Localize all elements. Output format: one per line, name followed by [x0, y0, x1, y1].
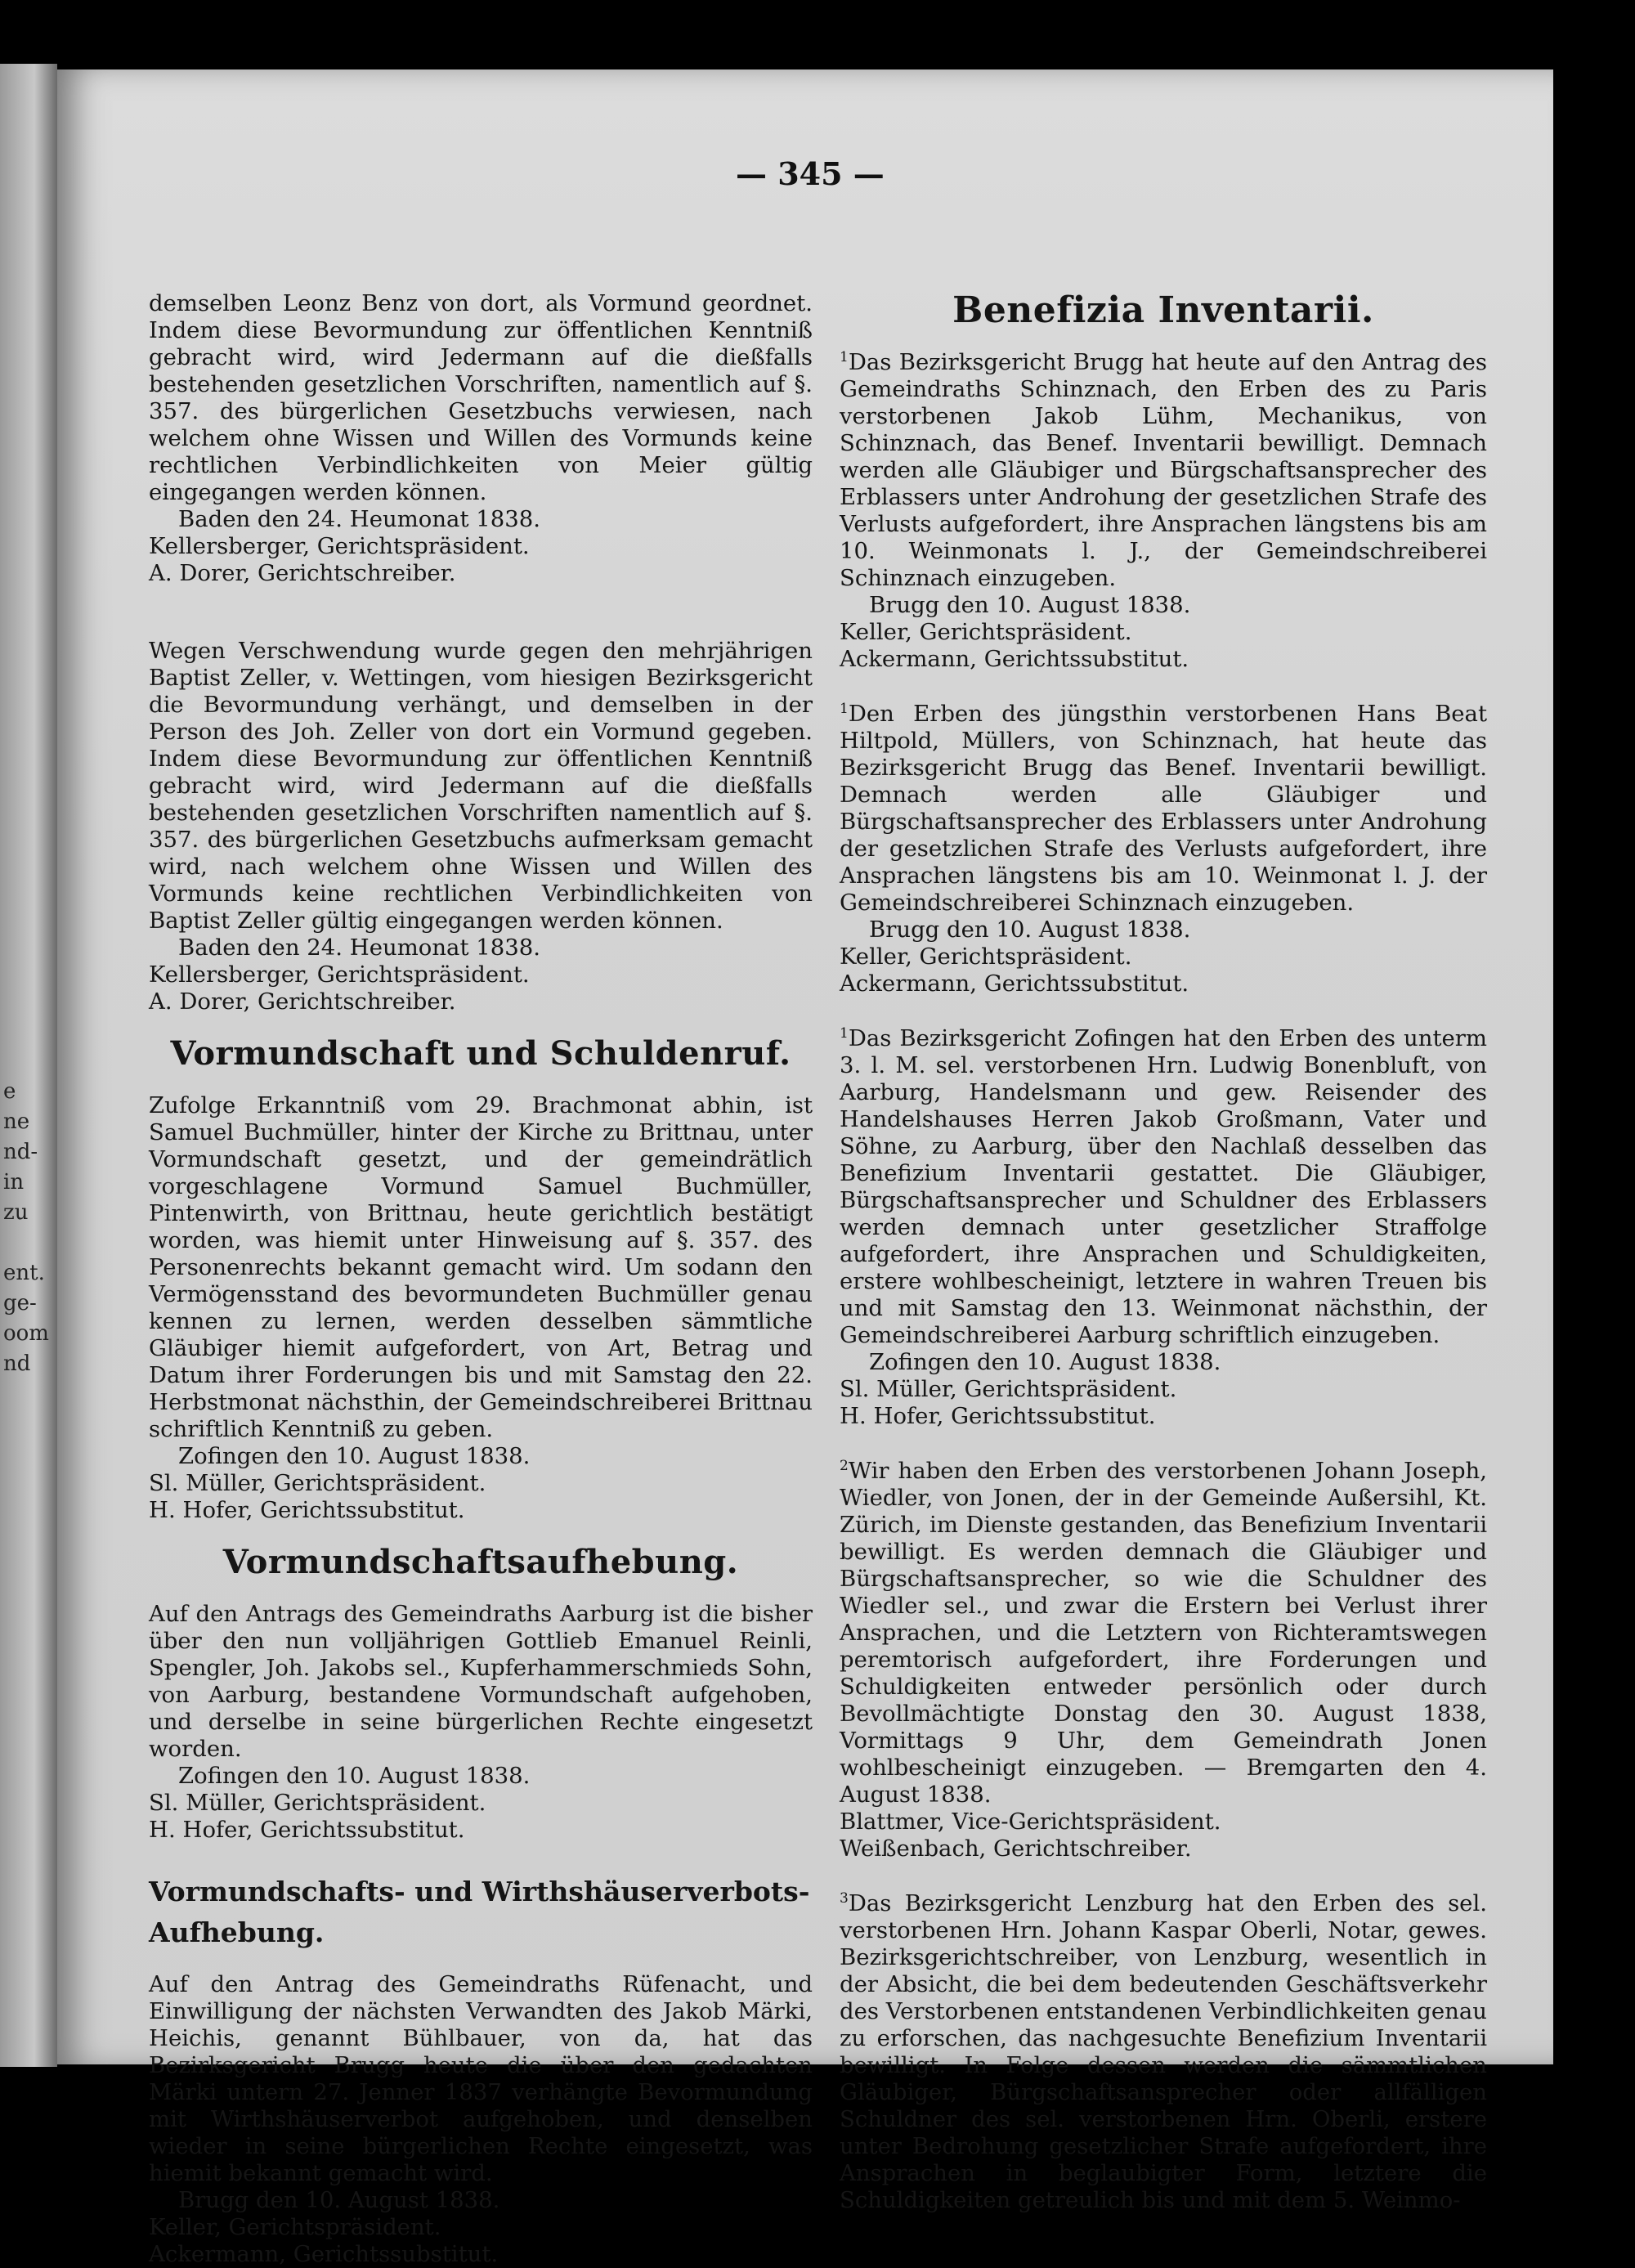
- facing-page-fragments: [3, 1078, 49, 1380]
- fragment: e: [3, 1079, 16, 1104]
- fragment: ent.: [3, 1261, 45, 1285]
- notice-body: Wir haben den Erben des verstorbenen Johann Joseph, Wiedler, von Jonen, der in der Gemeinde Außersihl, Kt. Zürich, im Dienste gestanden, das Benefizium Inventarii bewilligt. Es werden demnach die Gläubiger und Bürgschaftsansprecher, so wie die Schuldner des Wiedler sel., und zwar die Erstern bei Verlust ihrer Ansprachen, und die Letztern von Richteramtswegen peremtorisch aufgefordert, ihre Forderungen und Schuldigkeiten entweder persönlich oder durch Bevollmächtigte Donstag den 30. August 1838, Vormittags 9 Uhr, dem Gemeindrath Jonen wohlbescheinigt einzugeben. — Bremgarten den 4. August 1838.: [840, 1458, 1487, 1808]
- fragment: nd-: [3, 1140, 38, 1164]
- notice-text: Auf den Antrag des Gemeindraths Rüfenacht, und Einwilligung der nächsten Verwandten des Jakob Märki, Heichis, genannt Bühlbauer, von da, hat das Bezirksgericht Brugg heute die über den gedachten Märki untern 27. Jenner 1837 verhängte Bevormundung mit Wirthshäuserverbot aufgehoben, und denselben wieder in seine bürgerlichen Rechte eingesetzt, was hiemit bekannt gemacht wird.: [149, 1971, 813, 2186]
- notice-reinli: [149, 1601, 813, 1844]
- notice-date: Zofingen den 10. August 1838.: [869, 1349, 1221, 1375]
- signature-president: Blattmer, Vice-Gerichtspräsident.: [840, 1809, 1221, 1835]
- signature-president: Kellersberger, Gerichtspräsident.: [149, 533, 530, 559]
- signature-president: Sl. Müller, Gerichtspräsident.: [149, 1470, 486, 1496]
- notice-date: Brugg den 10. August 1838.: [178, 2187, 500, 2213]
- notice-text: [840, 1025, 1487, 1349]
- signature-clerk: A. Dorer, Gerichtschreiber.: [149, 988, 456, 1015]
- signature-clerk: Ackermann, Gerichtssubstitut.: [149, 2241, 499, 2267]
- notice-luehm: [840, 349, 1487, 673]
- fragment: in: [3, 1170, 25, 1195]
- signature-president: Kellersberger, Gerichtspräsident.: [149, 961, 530, 988]
- notice-guardianship-benz: [149, 290, 813, 587]
- signature-clerk: Ackermann, Gerichtssubstitut.: [840, 970, 1189, 997]
- section-heading: Vormundschaftsaufhebung.: [222, 1543, 739, 1581]
- notice-text: [840, 1458, 1487, 1809]
- section-heading: Vormundschafts- und Wirthshäuserverbots-Aufhebung.: [149, 1876, 810, 1948]
- notice-guardianship-zeller: [149, 638, 813, 1015]
- signature-clerk: Weißenbach, Gerichtschreiber.: [840, 1835, 1192, 1862]
- notice-body: Den Erben des jüngsthin verstorbenen Hans Beat Hiltpold, Müllers, von Schinznach, hat heute das Bezirksgericht Brugg das Benef. Inventarii bewilligt. Demnach werden alle Gläubiger und Bürgschaftsansprecher des Erblassers unter Androhung der gesetzlichen Strafe des Verlusts aufgefordert, ihre Ansprachen längstens bis am 10. Weinmonat l. J. der Gemeindschreiberei Schinznach einzugeben.: [840, 701, 1487, 916]
- page-number: — 345 —: [736, 155, 885, 192]
- footnote-mark: 3: [840, 1889, 849, 1907]
- notice-text: [840, 1890, 1487, 2214]
- section-heading: Vormundschaft und Schuldenruf.: [170, 1034, 791, 1073]
- left-column: [149, 290, 813, 2268]
- notice-buchmueller: [149, 1092, 813, 1524]
- notice-date: Brugg den 10. August 1838.: [869, 592, 1191, 618]
- signature-clerk: H. Hofer, Gerichtssubstitut.: [840, 1403, 1156, 1429]
- notice-maerki: [149, 1971, 813, 2268]
- notice-date: Brugg den 10. August 1838.: [869, 917, 1191, 943]
- notice-oberli: [840, 1890, 1487, 2214]
- signature-clerk: H. Hofer, Gerichtssubstitut.: [149, 1817, 465, 1843]
- signature-president: Sl. Müller, Gerichtspräsident.: [149, 1790, 486, 1816]
- notice-body: Das Bezirksgericht Zofingen hat den Erben des unterm 3. l. M. sel. verstorbenen Hrn. Ludwig Bonenbluft, von Aarburg, Handelsmann und gew. Reisender des Handelshauses Herren Jakob Großmann, Vater und Söhne, zu Aarburg, über den Nachlaß desselben das Benefizium Inventarii gestattet. Die Gläubiger, Bürgschaftsansprecher und Schuldner des Erblassers werden demnach unter gesetzlicher Straffolge aufgefordert, ihre Ansprachen und Schuldigkeiten, erstere wohlbescheinigt, letztere in wahren Treuen bis und mit Samstag den 13. Weinmonat nächsthin, der Gemeindschreiberei Aarburg schriftlich einzugeben.: [840, 1025, 1487, 1348]
- fragment: zu: [3, 1200, 29, 1225]
- notice-text: Wegen Verschwendung wurde gegen den mehrjährigen Baptist Zeller, v. Wettingen, vom hiesigen Bezirksgericht die Bevormundung verhängt, und demselben in der Person des Joh. Zeller von dort ein Vormund gegeben. Indem diese Bevormundung zur öffentlichen Kenntniß gebracht wird, wird Jedermann auf die dießfalls bestehenden gesetzlichen Vorschriften namentlich auf §. 357. des bürgerlichen Gesetzbuchs aufmerksam gemacht wird, nach welchem ohne Wissen und Willen des Vormunds keine rechtlichen Verbindlichkeiten von Baptist Zeller gültig eingegangen werden können.: [149, 638, 813, 934]
- footnote-mark: 1: [840, 1024, 849, 1042]
- notice-date: Baden den 24. Heumonat 1838.: [178, 935, 540, 961]
- facing-page-edge: [0, 64, 57, 2067]
- signature-president: Keller, Gerichtspräsident.: [840, 944, 1132, 970]
- notice-text: [840, 701, 1487, 917]
- notice-text: Zufolge Erkanntniß vom 29. Brachmonat abhin, ist Samuel Buchmüller, hinter der Kirche zu Brittnau, unter Vormundschaft gesetzt, und der gemeindrätlich vorgeschlagene Vormund Samuel Buchmüller, Pintenwirth, von Brittnau, heute gerichtlich bestätigt worden, was hiemit unter Hinweisung auf §. 357. des Personenrechts bekannt gemacht wird. Um sodann den Vermögensstand des bevormundeten Buchmüller genau kennen zu lernen, werden desselben sämmtliche Gläubiger hiemit aufgefordert, von Art, Betrag und Datum ihrer Forderungen bis und mit Samstag den 22. Herbstmonat nächsthin, der Gemeindschreiberei Brittnau schriftlich Kenntniß zu geben.: [149, 1092, 813, 1442]
- signature-clerk: H. Hofer, Gerichtssubstitut.: [149, 1497, 465, 1523]
- notice-date: Baden den 24. Heumonat 1838.: [178, 506, 540, 532]
- fragment: ge-: [3, 1291, 37, 1316]
- footnote-mark: 1: [840, 700, 849, 717]
- section-heading: Benefizia Inventarii.: [952, 289, 1374, 331]
- footnote-mark: 1: [840, 348, 849, 365]
- notice-date: Zofingen den 10. August 1838.: [178, 1443, 531, 1469]
- notice-body: Das Bezirksgericht Lenzburg hat den Erben des sel. verstorbenen Hrn. Johann Kaspar Oberli, Notar, gewes. Bezirksgerichtschreiber, von Lenzburg, wesentlich in der Absicht, die bei dem bedeutenden Geschäftsverkehr des Verstorbenen entstandenen Verbindlichkeiten genau zu erforschen, das nachgesuchte Benefizium Inventarii bewilligt. In Folge dessen werden die sämmtlichen Gläubiger, Bürgschaftsansprecher oder allfälligen Schuldner des sel. verstorbenen Hrn. Oberli, erstere unter Bedrohung gesetzlicher Strafe aufgefordert, ihre Ansprachen in beglaubigter Form, letztere die Schuldigkeiten getreulich bis und mit dem 5. Weinmo-: [840, 1890, 1487, 2213]
- fragment: ne: [3, 1109, 30, 1134]
- fragment: oom: [3, 1321, 49, 1346]
- notice-hiltpold: [840, 701, 1487, 997]
- fragment: nd: [3, 1351, 31, 1376]
- footnote-mark: 2: [840, 1457, 849, 1474]
- notice-text: demselben Leonz Benz von dort, als Vormund geordnet. Indem diese Bevormundung zur öffentlichen Kenntniß gebracht wird, wird Jedermann auf die dießfalls bestehenden gesetzlichen Vorschriften, namentlich auf §. 357. des bürgerlichen Gesetzbuchs verwiesen, nach welchem ohne Wissen und Willen des Vormunds keine rechtlichen Verbindlichkeiten von Meier gültig eingegangen werden können.: [149, 290, 813, 505]
- notice-bonenbluft: [840, 1025, 1487, 1430]
- right-column: [840, 290, 1487, 2214]
- signature-president: Sl. Müller, Gerichtspräsident.: [840, 1376, 1177, 1402]
- notice-wiedler: [840, 1458, 1487, 1862]
- signature-president: Keller, Gerichtspräsident.: [840, 619, 1132, 645]
- notice-body: Das Bezirksgericht Brugg hat heute auf den Antrag des Gemeindraths Schinznach, den Erben des zu Paris verstorbenen Jakob Lühm, Mechanikus, von Schinznach, das Benef. Inventarii bewilligt. Demnach werden alle Gläubiger und Bürgschaftsansprecher des Erblassers unter Androhung der gesetzlichen Strafe des Verlusts aufgefordert, ihre Ansprachen längstens bis am 10. Weinmonats l. J., der Gemeindschreiberei Schinznach einzugeben.: [840, 349, 1487, 591]
- notice-text: Auf den Antrags des Gemeindraths Aarburg ist die bisher über den nun volljährigen Gottlieb Emanuel Reinli, Spengler, Joh. Jakobs sel., Kupferhammerschmieds Sohn, von Aarburg, bestandene Vormundschaft aufgehoben, und derselbe in seine bürgerlichen Rechte eingesetzt worden.: [149, 1601, 813, 1762]
- signature-clerk: A. Dorer, Gerichtschreiber.: [149, 560, 456, 586]
- scanned-page: [57, 69, 1553, 2267]
- notice-text: [840, 349, 1487, 592]
- fragment: [3, 1229, 36, 1259]
- signature-president: Keller, Gerichtspräsident.: [149, 2214, 441, 2240]
- notice-date: Zofingen den 10. August 1838.: [178, 1763, 531, 1789]
- signature-clerk: Ackermann, Gerichtssubstitut.: [840, 646, 1189, 672]
